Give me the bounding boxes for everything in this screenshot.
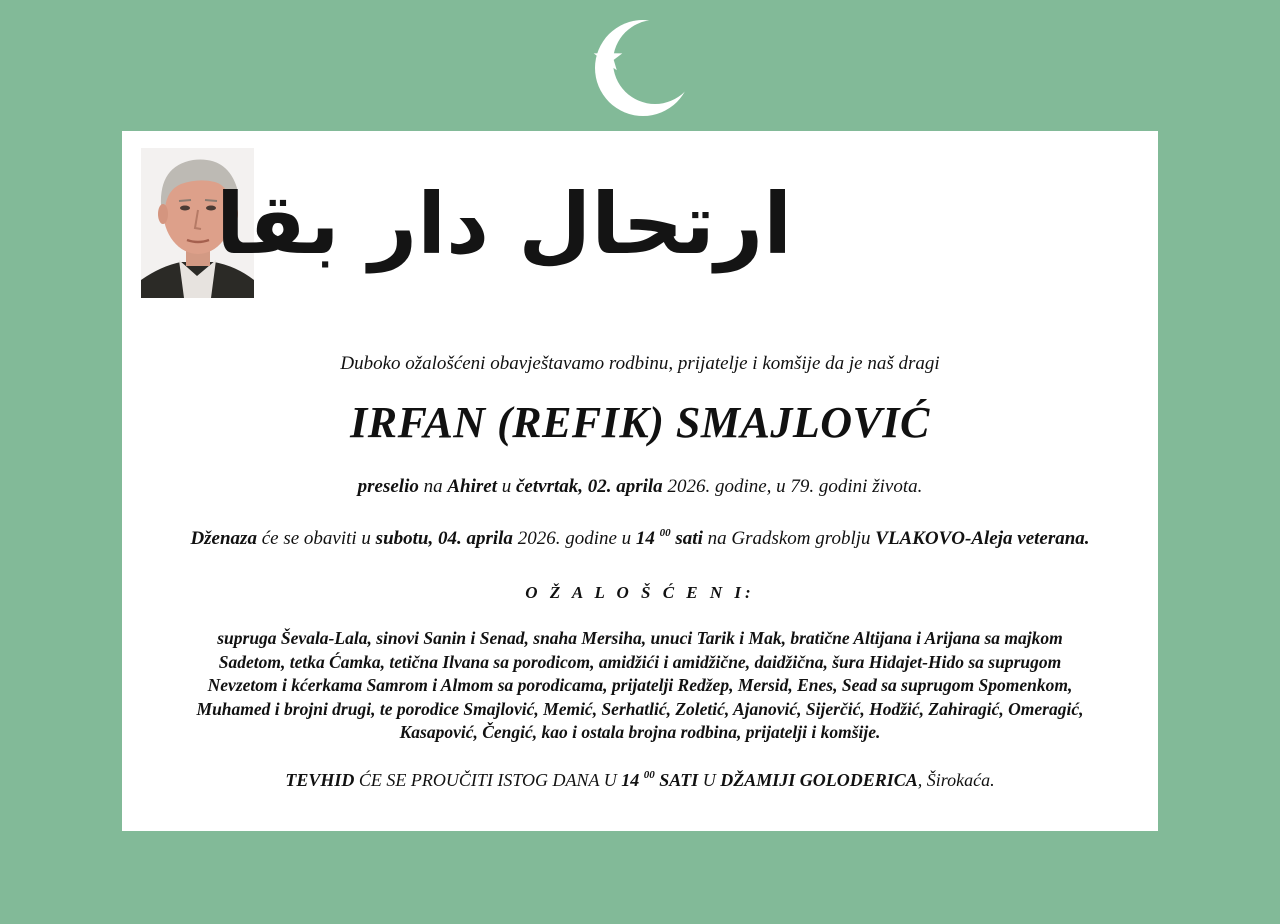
mourners-line: Kasapović, Čengić, kao i ostala brojna rodbina, prijatelji i komšije. [399,722,881,742]
funeral-notice: Dženaza će se obaviti u subotu, 04. aprila 2026. godine u 14 $^{00}$ sati na Gradskom groblju VLAKOVO-Aleja veterana. [190,527,1090,549]
mourners-line: Sadetom, tetka Ćamka, tetična Ilvana sa porodicom, amidžići i amidžične, daidžična, šura Hidajet-Hido sa suprugom [218,651,1062,672]
arabic-calligraphy: ارتحال دار بقا [216,175,792,273]
mourners-line: Nevzetom i kćerkama Samrom i Almom sa porodicama, prijatelji Redžep, Mersid, Enes, Sead sa suprugom Spomenkom, [207,675,1073,695]
mourners-line: supruga Ševala-Lala, sinovi Sanin i Senad, snaha Mersiha, unuci Tarik i Mak, bratične Altijana i Arijana sa majkom [217,628,1063,648]
deceased-name: IRFAN (REFIK) SMAJLOVIĆ [350,398,930,447]
tevhid-notice: TEVHID ĆE SE PROUČITI ISTOG DANA U 14 $^{00}$ SATI U DŽAMIJI GOLODERICA, Širokaća. [285,769,995,790]
mourners-line: Muhamed i brojni drugi, te porodice Smajlović, Memić, Serhatlić, Zoletić, Ajanović, Sijerčić, Hodžić, Zahiragić, Omeragić, [196,698,1084,719]
crescent-star-icon [588,18,692,118]
mourners-heading: O Ž A L O Š Ć E N I: [525,583,755,602]
intro-text: Duboko ožalošćeni obavještavamo rodbinu, prijatelje i komšije da je naš dragi [340,353,940,374]
obituary-card [122,131,1158,831]
death-notice: preselio na Ahiret u četvrtak, 02. aprila 2026. godine, u 79. godini života. [357,476,923,497]
mourners-list [142,627,1138,745]
